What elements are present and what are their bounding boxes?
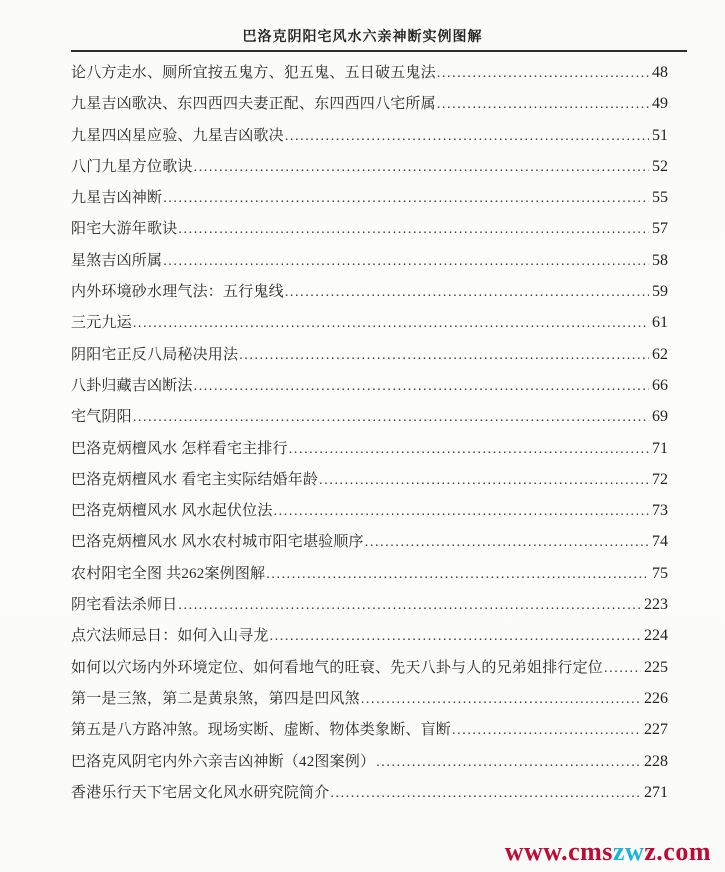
dot-leader <box>133 308 649 339</box>
toc-entry-page: 51 <box>652 126 668 144</box>
toc-entry <box>71 746 668 777</box>
page-header-title: 巴洛克阴阳宅风水六亲神断实例图解 <box>242 30 483 45</box>
toc-entry-title: 第五是八方路冲煞。现场实断、虚断、物体类象断、盲断 <box>71 722 452 739</box>
dot-leader <box>266 559 649 590</box>
toc-entry-title: 巴洛克炳檀风水 风水农村城市阳宅堪验顺序 <box>71 534 364 551</box>
dot-leader <box>376 747 641 778</box>
toc-entry-title: 论八方走水、厕所宜按五鬼方、犯五鬼、五日破五鬼法 <box>71 65 436 81</box>
toc-entry-page: 71 <box>652 439 668 457</box>
dot-leader <box>285 277 649 308</box>
toc-entry-title: 内外环境砂水理气法：五行鬼线 <box>71 284 284 301</box>
toc-entry-page: 225 <box>644 658 668 676</box>
toc-entry-page: 52 <box>652 157 668 175</box>
toc-entry-title: 巴洛克炳檀风水 风水起伏位法 <box>71 503 273 520</box>
dot-leader <box>239 340 649 371</box>
header-rule <box>71 50 687 52</box>
toc-entry <box>71 589 668 620</box>
toc-entry-title: 如何以穴场内外环境定位、如何看地气的旺衰、先天八卦与人的兄弟姐排行定位 <box>71 659 604 676</box>
toc-entry-title: 巴洛克炳檀风水 看宅主实际结婚年龄 <box>71 471 319 488</box>
dot-leader <box>319 465 649 496</box>
dot-leader <box>289 434 649 465</box>
toc-entry-page: 75 <box>652 564 668 582</box>
toc-entry <box>71 276 668 307</box>
toc-entry-title: 香港乐行天下宅居文化风水研究院简介 <box>71 784 330 801</box>
toc-entry <box>71 88 668 119</box>
watermark-segment: z.com <box>644 837 711 866</box>
toc-entry-title: 星煞吉凶所属 <box>71 252 163 269</box>
toc-entry <box>71 558 668 589</box>
toc-entry-page: 74 <box>652 533 668 551</box>
dot-leader <box>330 778 641 809</box>
toc-entry-page: 55 <box>652 189 668 207</box>
toc-entry-title: 阴宅看法杀师日 <box>71 597 178 614</box>
toc-entry-page: 59 <box>652 283 668 301</box>
watermark-segment: zw <box>612 837 645 866</box>
toc-entry-title: 三元九运 <box>71 315 132 332</box>
dot-leader <box>133 402 649 433</box>
dot-leader <box>361 684 641 715</box>
toc-entry-page: 223 <box>644 596 668 614</box>
toc-entry <box>71 714 668 745</box>
toc-entry-title: 八卦归藏吉凶断法 <box>71 377 193 394</box>
toc-entry-title: 第一是三煞，第二是黄泉煞，第四是凹风煞 <box>71 690 360 707</box>
toc-entry-page: 73 <box>652 502 668 520</box>
dot-leader <box>437 89 649 120</box>
toc-entry-title: 阳宅大游年歌诀 <box>71 221 178 238</box>
toc-entry-title: 八门九星方位歌诀 <box>71 158 193 175</box>
dot-leader <box>452 715 641 746</box>
dot-leader <box>285 121 649 152</box>
toc-entry <box>71 245 668 276</box>
toc-entry-title: 巴洛克风阴宅内外六亲吉凶神断（42图案例） <box>71 753 376 770</box>
dot-leader <box>194 371 649 402</box>
toc-entry <box>71 370 668 401</box>
toc-entry-title: 九星吉凶歌决、东四西四夫妻正配、东四西四八宅所属 <box>71 96 436 113</box>
toc-entry-page: 72 <box>652 470 668 488</box>
toc-entry <box>71 182 668 213</box>
toc-entry <box>71 495 668 526</box>
toc-entry <box>71 683 668 714</box>
dot-leader <box>163 183 649 214</box>
dot-leader <box>194 152 649 183</box>
toc-entry-page: 58 <box>652 251 668 269</box>
dot-leader <box>163 246 649 277</box>
toc-entry-page: 62 <box>652 345 668 363</box>
dot-leader <box>270 621 641 652</box>
toc-entry <box>71 213 668 244</box>
toc-entry-page: 227 <box>644 721 668 739</box>
toc-entry-page: 69 <box>652 408 668 426</box>
dot-leader <box>437 58 649 89</box>
toc-entry-page: 271 <box>644 783 668 801</box>
toc-entry <box>71 433 668 464</box>
watermark-segment: www.cms <box>504 837 613 866</box>
dot-leader <box>178 214 649 245</box>
toc-entry <box>71 620 668 651</box>
dot-leader <box>604 653 641 684</box>
dot-leader <box>178 590 641 621</box>
watermark-url <box>505 837 711 867</box>
toc-entry-title: 点穴法师忌日：如何入山寻龙 <box>71 628 269 645</box>
toc-entry-page: 57 <box>652 220 668 238</box>
toc-entry-page: 61 <box>652 314 668 332</box>
toc-entry <box>71 57 668 88</box>
toc-entry-title: 农村阳宅全图 共262案例图解 <box>71 565 266 582</box>
toc-entry-title: 阴阳宅正反八局秘决用法 <box>71 346 239 363</box>
toc-entry-page: 48 <box>652 64 668 81</box>
toc-list <box>71 57 668 808</box>
toc-entry <box>71 464 668 495</box>
toc-entry-title: 九星吉凶神断 <box>71 190 163 207</box>
toc-entry <box>71 401 668 432</box>
dot-leader <box>274 496 649 527</box>
toc-entry-title: 巴洛克炳檀风水 怎样看宅主排行 <box>71 440 288 457</box>
toc-entry-page: 49 <box>652 95 668 113</box>
dot-leader <box>365 527 649 558</box>
toc-entry <box>71 307 668 338</box>
toc-entry <box>71 526 668 557</box>
toc-entry-title: 九星四凶星应验、九星吉凶歌决 <box>71 127 284 144</box>
toc-entry-page: 224 <box>644 627 668 645</box>
toc-entry-title: 宅气阴阳 <box>71 409 132 426</box>
toc-entry-page: 228 <box>644 752 668 770</box>
toc-entry <box>71 652 668 683</box>
toc-entry <box>71 777 668 808</box>
toc-entry <box>71 151 668 182</box>
toc-entry-page: 226 <box>644 689 668 707</box>
toc-entry-page: 66 <box>652 376 668 394</box>
toc-entry <box>71 339 668 370</box>
toc-entry <box>71 120 668 151</box>
